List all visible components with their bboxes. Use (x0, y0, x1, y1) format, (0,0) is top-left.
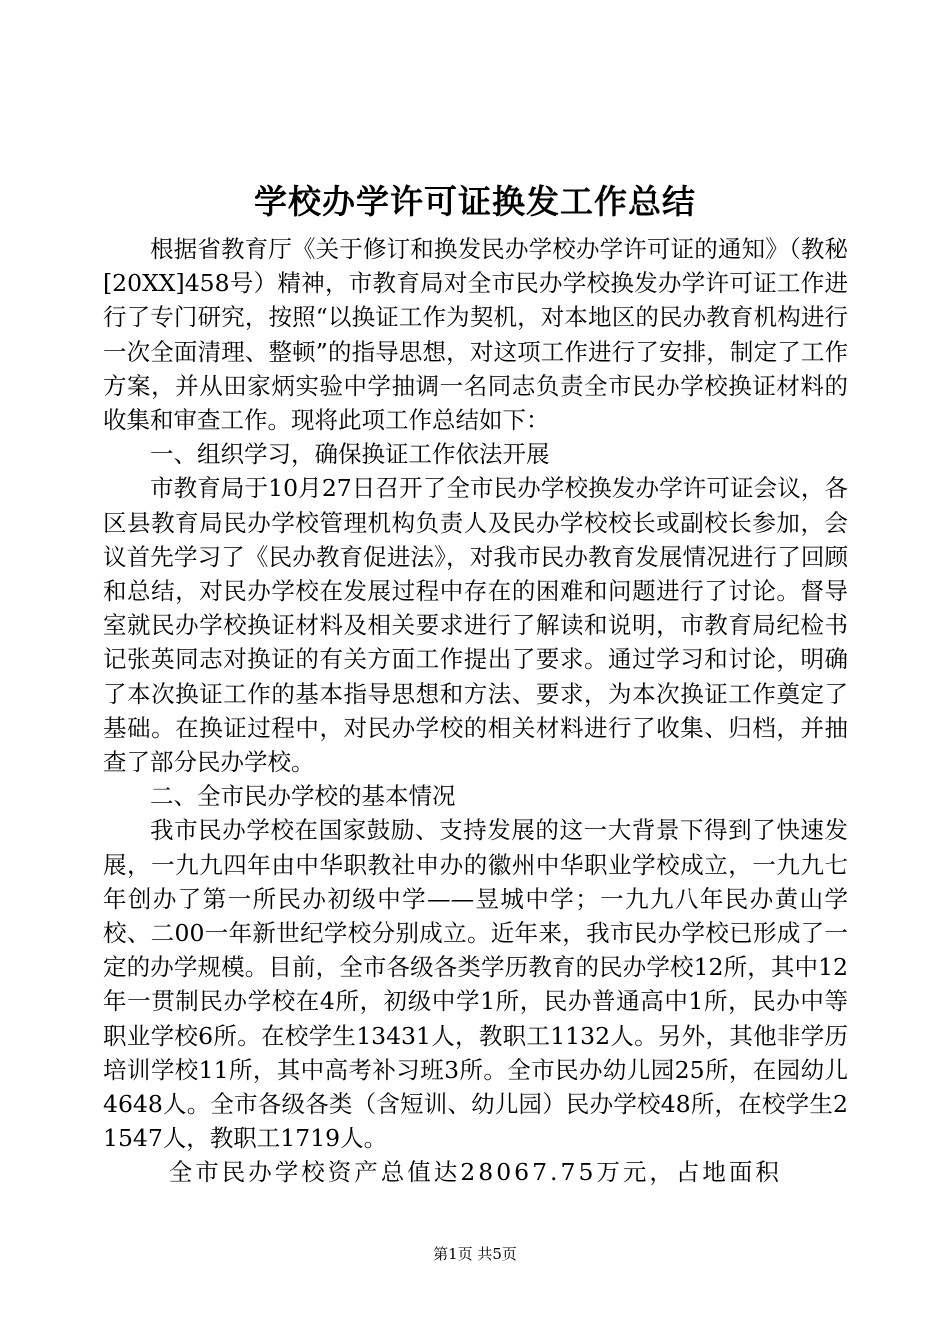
paragraph-section-2: 我市民办学校在国家鼓励、支持发展的这一大背景下得到了快速发展，一九九四年由中华职教社申办的徽州中华职业学校成立，一九九七年创办了第一所民办初级中学——昱城中学；一九九八年民办黄山学校、二00一年新世纪学校分别成立。近年来，我市民办学校已形成了一定的办学规模。目前，全市各级各类学历教育的民办学校12所，其中12年一贯制民办学校在4所，初级中学1所，民办普通高中1所，民办中等职业学校6所。在校学生13431人，教职工1132人。另外，其他非学历培训学校11所，其中高考补习班3所。全市民办幼儿园25所，在园幼儿4648人。全市各级各类（含短训、幼儿园）民办学校48所，在校学生21547人，教职工1719人。 (103, 816, 848, 1153)
paragraph-intro: 根据省教育厅《关于修订和换发民办学校办学许可证的通知》（教秘[20XX]458号）精神，市教育局对全市民办学校换发办学许可证工作进行了专门研究，按照“以换证工作为契机，对本地区的民办教育机构进行一次全面清理、整顿”的指导思想，对这项工作进行了安排，制定了工作方案，并从田家炳实验中学抽调一名同志负责全市民办学校换证材料的收集和审查工作。现将此项工作总结如下： (103, 235, 848, 435)
section-heading-1: 一、组织学习，确保换证工作依法开展 (150, 440, 550, 469)
document-title: 学校办学许可证换发工作总结 (254, 182, 696, 221)
document-body (103, 232, 848, 1190)
page-footer: 第1页 共5页 (433, 1245, 517, 1263)
paragraph-section-1: 市教育局于10月27日召开了全市民办学校换发办学许可证会议，各区县教育局民办学校管理机构负责人及民办学校校长或副校长参加，会议首先学习了《民办教育促进法》，对我市民办教育发展情况进行了回顾和总结，对民办学校在发展过程中存在的困难和问题进行了讨论。督导室就民办学校换证材料及相关要求进行了解读和说明，市教育局纪检书记张英同志对换证的有关方面工作提出了要求。通过学习和讨论，明确了本次换证工作的基本指导思想和方法、要求，为本次换证工作奠定了基础。在换证过程中，对民办学校的相关材料进行了收集、归档，并抽查了部分民办学校。 (103, 474, 848, 777)
section-heading-2: 二、全市民办学校的基本情况 (150, 782, 456, 811)
paragraph-assets: 全市民办学校资产总值达28067.75万元，占地面积 (168, 1158, 782, 1187)
